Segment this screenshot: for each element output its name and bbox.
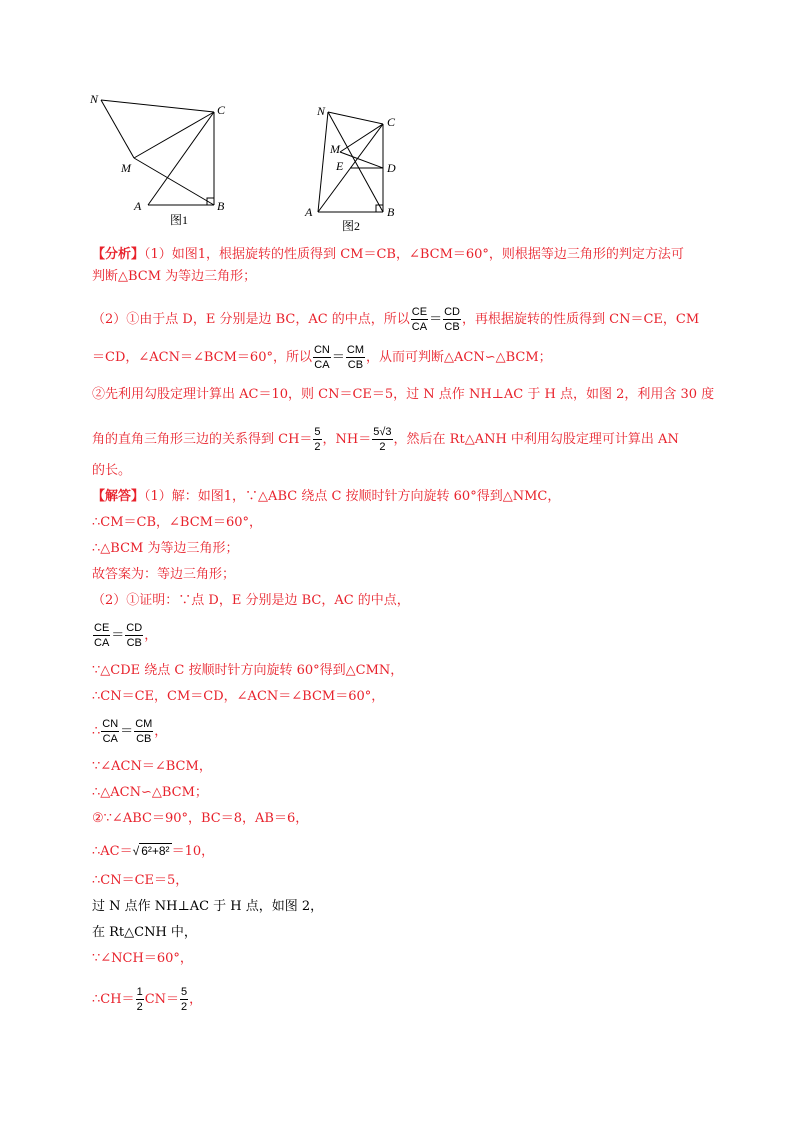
analysis-line-4: ＝CD，∠ACN＝∠BCM＝60°，所以 $\frac{CN}{CA}$ ＝ $\frac{CM}{CB}$ ，从而可判断△ACN∽△BCM； <box>92 344 552 371</box>
analysis-p3b-post: ，然后在 Rt△ANH 中利用勾股定理可计算出 AN <box>393 432 679 447</box>
solution-line-10: ∵∠ACN＝∠BCM， <box>92 759 212 774</box>
solution-line-17: ∵∠NCH＝60°， <box>92 951 193 966</box>
fig2-label-n: N <box>317 104 326 118</box>
solution-tag: 【解答】 <box>92 489 145 504</box>
fraction-five-two-2: $\frac{5}{2}$ <box>181 986 188 1013</box>
solution-line-18: ∴CH＝ $\frac{1}{2}$ CN＝ $\frac{5}{2}$ ， <box>92 986 203 1013</box>
analysis-tag: 【分析】 <box>92 247 145 262</box>
solution-line-1: 【解答】（1）解：如图1，∵△ABC 绕点 C 按顺时针方向旋转 60°得到△NMC， <box>92 489 561 504</box>
figure-1 <box>86 90 246 230</box>
solution-line-9: ∴ $\frac{CN}{CA}$ ＝ $\frac{CM}{CB}$ ， <box>92 718 168 745</box>
analysis-p2b-pre: ＝CD，∠ACN＝∠BCM＝60°，所以 <box>92 350 312 365</box>
fraction-cd-cb: $\frac{CD}{CB}$ <box>444 306 460 333</box>
fig2-label-c: C <box>387 115 396 129</box>
analysis-p1b: 判断△BCM 为等边三角形； <box>92 269 257 284</box>
solution-line-8: ∴CN＝CE，CM＝CD，∠ACN＝∠BCM＝60°， <box>92 689 385 704</box>
analysis-p3b-pre: 角的直角三角形三边的关系得到 CH＝ <box>92 432 313 447</box>
analysis-line-2 <box>92 268 732 286</box>
solution-line-12: ②∵∠ABC＝90°，BC＝8，AB＝6， <box>92 811 309 826</box>
fraction-one-two: $\frac{1}{2}$ <box>136 986 143 1013</box>
fraction-cn-ca-2: $\frac{CN}{CA}$ <box>102 718 119 745</box>
fig1-label-c: C <box>217 103 226 117</box>
solution-line-11: ∴△ACN∽△BCM； <box>92 785 208 800</box>
solution-line-16: 在 Rt△CNH 中， <box>92 925 197 940</box>
fraction-cm-cb-2: $\frac{CM}{CB}$ <box>135 718 153 745</box>
analysis-p2a-post: ，再根据旋转的性质得到 CN＝CE，CM <box>461 312 700 327</box>
solution-line-14: ∴CN＝CE＝5， <box>92 873 189 888</box>
analysis-p3a: ②先利用勾股定理计算出 AC＝10，则 CN＝CE＝5，过 N 点作 NH⊥AC 于 H 点，如图 2，利用含 30 度 <box>92 387 715 402</box>
fraction-five-sqrt3-two: $\frac{5√3}{2}$ <box>373 426 392 453</box>
analysis-line-6 <box>92 426 732 453</box>
fraction-cd-cb-2: $\frac{CD}{CB}$ <box>126 622 143 649</box>
fraction-cm-cb: $\frac{CM}{CB}$ <box>346 344 364 371</box>
fig2-label-b: B <box>387 205 395 219</box>
solution-line-3: ∴△BCM 为等边三角形； <box>92 541 239 556</box>
solution-line-6: $\frac{CE}{CA}$ ＝ $\frac{CD}{CB}$ ， <box>94 622 158 649</box>
fig2-label-a: A <box>305 205 313 219</box>
fig1-label-n: N <box>90 92 99 106</box>
fig1-label-m: M <box>121 161 131 175</box>
analysis-line-5 <box>92 386 732 404</box>
solution-line-15: 过 N 点作 NH⊥AC 于 H 点，如图 2， <box>92 899 324 914</box>
fig1-label-a: A <box>134 199 142 213</box>
fraction-cn-ca: $\frac{CN}{CA}$ <box>313 344 330 371</box>
analysis-p2b-post: ，从而可判断△ACN∽△BCM； <box>365 350 552 365</box>
analysis-line-1 <box>92 246 732 264</box>
fraction-ce-ca: $\frac{CE}{CA}$ <box>411 306 428 333</box>
solution-line-13: ∴AC＝√ 6²+8² ＝10， <box>92 844 215 859</box>
fig2-label-e: E <box>336 159 344 173</box>
analysis-p2a-pre: （2）①由于点 D，E 分别是边 BC，AC 的中点，所以 <box>92 312 410 327</box>
analysis-p3b-mid: ，NH＝ <box>322 432 372 447</box>
analysis-line-7 <box>92 462 732 480</box>
fig2-label-d: D <box>387 161 396 175</box>
fraction-five-two: $\frac{5}{2}$ <box>314 426 321 453</box>
fig2-label-m: M <box>330 142 340 156</box>
analysis-line-3: （2）①由于点 D，E 分别是边 BC，AC 的中点，所以 $\frac{CE}{CA}$ ＝ $\frac{CD}{CB}$ ，再根据旋转的性质得到 CN＝CE，CM <box>92 306 700 333</box>
solution-line-5: （2）①证明：∵点 D，E 分别是边 BC，AC 的中点， <box>92 593 410 608</box>
fig1-label-b: B <box>217 199 225 213</box>
analysis-p1a: （1）如图1，根据旋转的性质得到 CM＝CB，∠BCM＝60°，则根据等边三角形的判定方法可 <box>144 247 684 262</box>
figure-2 <box>300 100 410 240</box>
fraction-ce-ca-2: $\frac{CE}{CA}$ <box>94 622 110 649</box>
sqrt-expression: √ 6²+8² <box>132 844 170 858</box>
analysis-p3c: 的长。 <box>92 463 132 478</box>
solution-line-4: 故答案为：等边三角形； <box>92 567 236 582</box>
fig1-caption: 图1 <box>170 213 189 227</box>
solution-line-2: ∴CM＝CB，∠BCM＝60°， <box>92 515 263 530</box>
fig2-caption: 图2 <box>342 219 361 233</box>
solution-line-7: ∵△CDE 绕点 C 按顺时针方向旋转 60°得到△CMN， <box>92 663 404 678</box>
